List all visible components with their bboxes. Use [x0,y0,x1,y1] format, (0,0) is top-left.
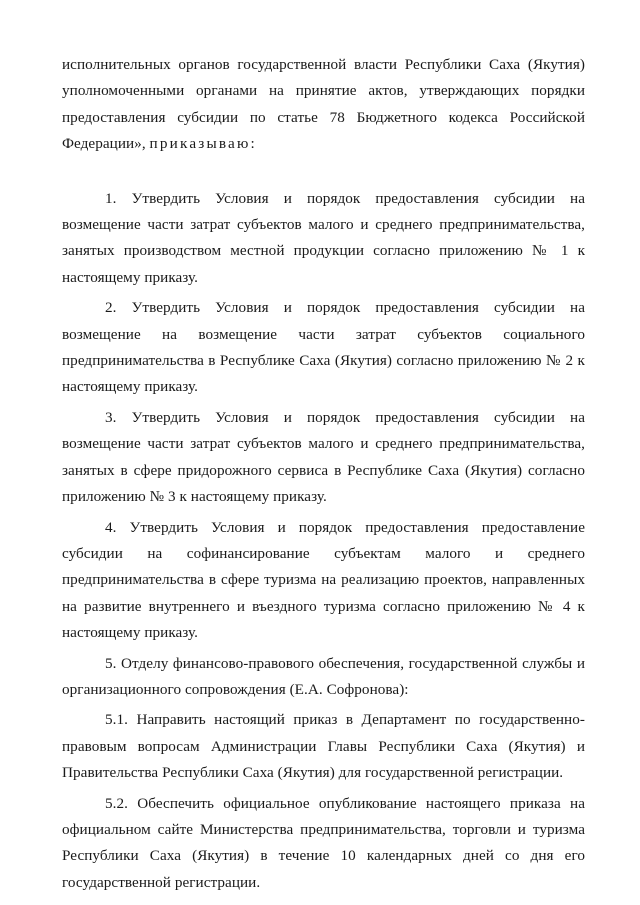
item-paragraph-5-1: 5.1. Направить настоящий приказ в Департамент по государственно-правовым вопросам Администрации Главы Республики Саха (Якутия) и Правительства Республики Саха (Якутия) для государственной регистрации. [62,711,585,782]
item-paragraph-3: 3. Утвердить Условия и порядок предоставления субсидии на возмещение части затрат субъектов малого и среднего предпринимательства, занятых в сфере придорожного сервиса в Республике Саха (Якутия) согласно приложению № 3 к настоящему приказу. [62,408,585,506]
item-paragraph-2: 2. Утвердить Условия и порядок предоставления субсидии на возмещение на возмещение части затрат субъектов социального предпринимательства в Республике Саха (Якутия) согласно приложению № 2 к настоящему приказу. [62,299,585,396]
document-page [62,52,585,896]
intro-paragraph [62,52,585,158]
item-paragraph-4: 4. Утвердить Условия и порядок предоставления предоставление субсидии на софинансирование субъектам малого и среднего предпринимательства в сфере туризма на реализацию проектов, направленных на развитие внутреннего и въездного туризма согласно приложению № 4 к настоящему приказу. [62,518,585,642]
item-paragraph-5: 5. Отделу финансово-правового обеспечения, государственной службы и организационного сопровождения (Е.А. Софронова): [62,654,585,698]
order-word: приказываю: [149,135,257,153]
paragraph-spacer [62,158,585,186]
item-paragraph-5-2: 5.2. Обеспечить официальное опубликование настоящего приказа на официальном сайте Министерства предпринимательства, торговли и туризма Республики Саха (Якутия) в течение 10 календарных дней со дня его государственной регистрации. [62,794,585,891]
intro-text: исполнительных органов государственной власти Республики Саха (Якутия) уполномоченными органами на принятие актов, утверждающих порядки предоставления субсидии по статье 78 Бюджетного кодекса Российской Федерации», [62,56,585,153]
item-paragraph-1: 1. Утвердить Условия и порядок предоставления субсидии на возмещение части затрат субъектов малого и среднего предпринимательства, занятых производством местной продукции согласно приложению № 1 к настоящему приказу. [62,189,585,286]
